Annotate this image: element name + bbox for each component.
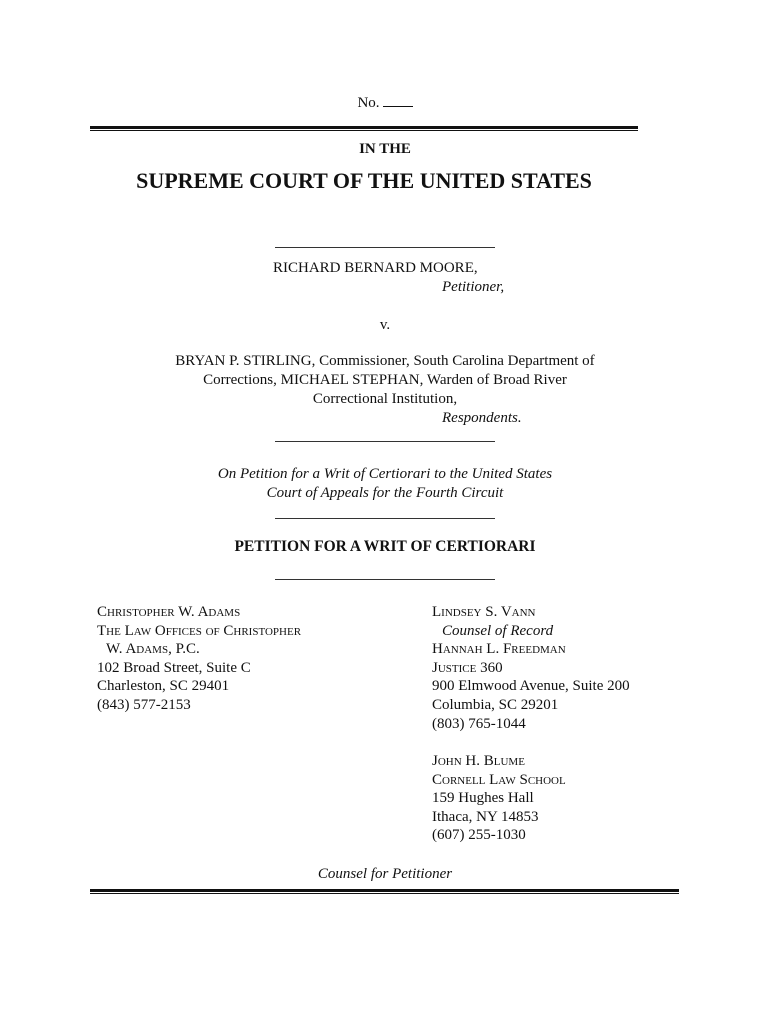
document-title: PETITION FOR A WRIT OF CERTIORARI [234, 538, 536, 555]
respondents-line-3: Correctional Institution, [312, 391, 458, 407]
counsel-right-school: Cornell Law School [432, 771, 566, 788]
counsel-right-name-2: Hannah L. Freedman [432, 641, 566, 658]
counsel-left-firm-2: W. Adams, P.C. [106, 641, 200, 658]
counsel-left-city: Charleston, SC 29401 [97, 678, 230, 695]
caption-rule-1 [275, 247, 495, 248]
counsel-left-name: Christopher W. Adams [97, 604, 241, 620]
counsel-left-firm-1: The Law Offices of Christopher [97, 622, 302, 639]
counsel-right-phone: (803) 765-1044 [432, 715, 526, 732]
counsel-of-record-label: Counsel of Record [442, 622, 554, 639]
counsel-right-name-3: John H. Blume [432, 753, 525, 769]
bottom-double-rule [90, 889, 679, 894]
caption-rule-3 [275, 518, 495, 519]
docket-number [0, 94, 770, 112]
counsel-for-petitioner: Counsel for Petitioner [317, 866, 453, 882]
counsel-right-street: 900 Elmwood Avenue, Suite 200 [432, 678, 630, 695]
respondents-line-2: Corrections, MICHAEL STEPHAN, Warden of Broad River [203, 372, 567, 388]
counsel-right-org: Justice 360 [432, 659, 503, 676]
counsel-of-record-name: Lindsey S. Vann [432, 604, 536, 620]
docket-label: No. [357, 95, 380, 111]
on-petition-line-2: Court of Appeals for the Fourth Circuit [266, 485, 504, 501]
top-double-rule [90, 126, 638, 131]
on-petition-line-1: On Petition for a Writ of Certiorari to the United States [217, 466, 553, 482]
petitioner-name: RICHARD BERNARD MOORE, [273, 260, 478, 276]
counsel-right-city: Columbia, SC 29201 [432, 696, 559, 713]
counsel-right-block-1 [432, 603, 630, 733]
court-prefix: IN THE [359, 141, 411, 157]
caption-rule-2 [275, 441, 495, 442]
counsel-left-phone: (843) 577-2153 [97, 696, 191, 713]
counsel-right-city-2: Ithaca, NY 14853 [432, 808, 539, 825]
counsel-right-street-2: 159 Hughes Hall [432, 790, 534, 807]
counsel-left-block [97, 603, 301, 715]
versus: v. [379, 317, 391, 333]
respondents-role: Respondents. [442, 410, 522, 426]
court-name: SUPREME COURT OF THE UNITED STATES [136, 168, 592, 193]
counsel-right-phone-2: (607) 255-1030 [432, 827, 526, 844]
respondents-line-1: BRYAN P. STIRLING, Commissioner, South Carolina Department of [175, 353, 595, 369]
counsel-left-street: 102 Broad Street, Suite C [97, 659, 251, 676]
docket-blank [383, 94, 413, 107]
petitioner-role: Petitioner, [442, 279, 505, 295]
counsel-right-block-2 [432, 752, 566, 845]
caption-rule-4 [275, 579, 495, 580]
